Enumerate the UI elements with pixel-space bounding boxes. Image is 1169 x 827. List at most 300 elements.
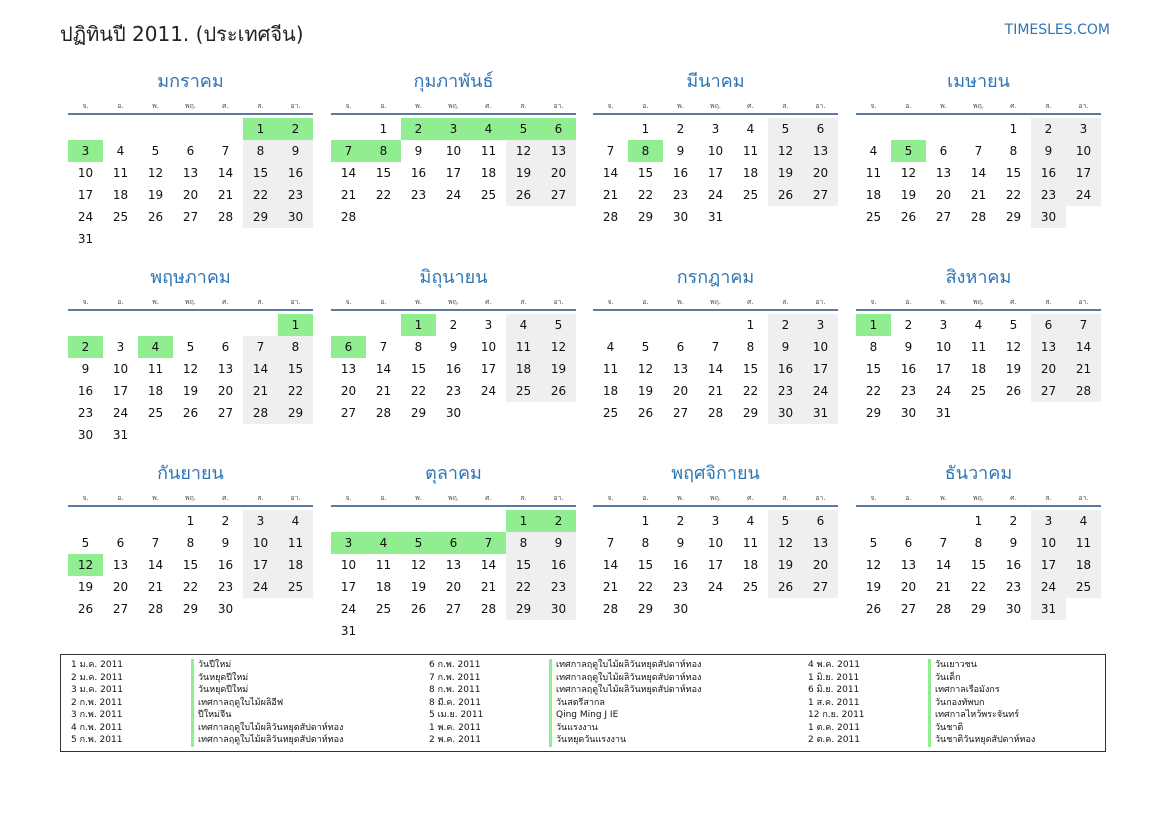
holiday-day-cell: 6 (331, 336, 366, 358)
day-cell: 19 (147, 188, 164, 202)
empty-cell (663, 314, 698, 336)
weekday-label: ส. (520, 102, 527, 110)
day-cell: 2 (904, 318, 913, 332)
legend-date: 4 พ.ค. 2011 (808, 660, 861, 670)
day-cell: 10 (340, 558, 357, 572)
day-cell: 4 (974, 318, 983, 332)
weekday-label: พฤ. (709, 298, 722, 306)
day-cell: 29 (1005, 210, 1022, 224)
day-cell: 8 (746, 340, 755, 354)
weekday-header (856, 100, 1101, 112)
weekday-label: จ. (82, 102, 89, 110)
empty-cell (173, 118, 208, 140)
day-cell: 12 (637, 362, 654, 376)
day-cell: 3 (711, 122, 720, 136)
month-block (856, 266, 1101, 424)
day-cell: 23 (77, 406, 94, 420)
day-cell: 20 (803, 162, 838, 184)
weekday-label: ศ. (747, 102, 754, 110)
day-cell: 20 (112, 580, 129, 594)
day-cell: 10 (112, 362, 129, 376)
day-cell: 25 (278, 576, 313, 598)
legend-holiday-name: เทศกาลฤดูใบไม้ผลิวันหยุดสัปดาห์ทอง (549, 672, 701, 685)
day-cell: 2 (676, 514, 685, 528)
legend-date: 2 พ.ค. 2011 (429, 735, 482, 745)
header-divider (856, 309, 1101, 311)
day-cell: 9 (414, 144, 423, 158)
weekday-label: จ. (607, 298, 614, 306)
day-cell: 4 (869, 144, 878, 158)
day-cell: 27 (445, 602, 462, 616)
legend-row (429, 684, 701, 697)
day-cell: 9 (1031, 140, 1066, 162)
month-block (856, 70, 1101, 228)
day-cell: 13 (217, 362, 234, 376)
month-block (593, 266, 838, 424)
day-cell: 30 (1031, 206, 1066, 228)
day-cell: 20 (217, 384, 234, 398)
day-cell: 4 (746, 122, 755, 136)
day-cell: 29 (742, 406, 759, 420)
day-cell: 4 (116, 144, 125, 158)
day-cell: 11 (602, 362, 619, 376)
weekday-label: อ. (380, 102, 387, 110)
weekday-label: อ. (117, 494, 124, 502)
day-cell: 28 (707, 406, 724, 420)
day-grid (593, 510, 838, 620)
day-cell: 11 (1066, 532, 1101, 554)
day-cell: 28 (340, 210, 357, 224)
day-cell: 27 (672, 406, 689, 420)
empty-cell (173, 314, 208, 336)
legend-holiday-name: วันเด็ก (928, 672, 961, 685)
weekday-label: พ. (940, 494, 947, 502)
day-cell: 12 (147, 166, 164, 180)
holiday-day-cell: 5 (506, 118, 541, 140)
day-cell: 16 (410, 166, 427, 180)
legend-holiday-name: วันปีใหม่ (191, 659, 231, 672)
day-cell: 16 (900, 362, 917, 376)
weekday-label: ศ. (222, 494, 229, 502)
weekday-header (593, 100, 838, 112)
legend-holiday-name: วันหยุดปีใหม่ (191, 672, 248, 685)
month-name: พฤศจิกายน (671, 463, 760, 484)
day-cell: 4 (606, 340, 615, 354)
day-cell: 18 (602, 384, 619, 398)
header-divider (331, 309, 576, 311)
day-cell: 23 (541, 576, 576, 598)
day-cell: 22 (278, 380, 313, 402)
holiday-day-cell: 12 (68, 554, 103, 576)
holiday-day-cell: 1 (401, 314, 436, 336)
holiday-day-cell: 2 (278, 118, 313, 140)
weekday-label: ส. (782, 298, 789, 306)
day-cell: 17 (112, 384, 129, 398)
day-cell: 3 (484, 318, 493, 332)
day-cell: 22 (637, 188, 654, 202)
month-block (331, 70, 576, 228)
holiday-day-cell: 6 (541, 118, 576, 140)
weekday-label: ส. (257, 298, 264, 306)
day-cell: 25 (375, 602, 392, 616)
weekday-label: พ. (677, 494, 684, 502)
weekday-label: พฤ. (447, 494, 460, 502)
day-cell: 13 (445, 558, 462, 572)
empty-cell (103, 118, 138, 140)
day-cell: 19 (865, 580, 882, 594)
day-cell: 26 (147, 210, 164, 224)
day-cell: 3 (116, 340, 125, 354)
day-cell: 24 (445, 188, 462, 202)
day-cell: 19 (637, 384, 654, 398)
day-cell: 12 (506, 140, 541, 162)
day-cell: 2 (1031, 118, 1066, 140)
day-cell: 16 (278, 162, 313, 184)
legend-row (71, 734, 343, 747)
holiday-day-cell: 2 (401, 118, 436, 140)
day-cell: 18 (147, 384, 164, 398)
day-cell: 2 (676, 122, 685, 136)
day-cell: 21 (1066, 358, 1101, 380)
empty-cell (68, 510, 103, 532)
day-cell: 29 (865, 406, 882, 420)
legend-date: 12 ก.ย. 2011 (808, 710, 865, 720)
day-cell: 17 (445, 166, 462, 180)
empty-cell (243, 314, 278, 336)
day-cell: 5 (81, 536, 90, 550)
day-cell: 25 (112, 210, 129, 224)
day-cell: 26 (77, 602, 94, 616)
day-cell: 13 (803, 140, 838, 162)
empty-cell (138, 314, 173, 336)
day-cell: 15 (243, 162, 278, 184)
day-cell: 10 (1066, 140, 1101, 162)
day-cell: 25 (480, 188, 497, 202)
day-cell: 25 (602, 406, 619, 420)
day-cell: 16 (672, 558, 689, 572)
day-cell: 19 (900, 188, 917, 202)
day-cell: 2 (768, 314, 803, 336)
weekday-label: ศ. (485, 102, 492, 110)
legend-date: 5 เม.ย. 2011 (429, 710, 484, 720)
day-cell: 17 (707, 558, 724, 572)
weekday-label: อา. (815, 102, 826, 110)
weekday-label: อ. (117, 298, 124, 306)
holiday-day-cell: 3 (331, 532, 366, 554)
weekday-label: พ. (415, 102, 422, 110)
weekday-label: ศ. (222, 298, 229, 306)
day-cell: 27 (182, 210, 199, 224)
day-cell: 8 (869, 340, 878, 354)
header-divider (331, 113, 576, 115)
day-cell: 30 (278, 206, 313, 228)
day-cell: 21 (375, 384, 392, 398)
weekday-header (856, 492, 1101, 504)
day-cell: 9 (81, 362, 90, 376)
day-cell: 27 (803, 576, 838, 598)
day-cell: 16 (77, 384, 94, 398)
day-cell: 24 (707, 580, 724, 594)
day-cell: 29 (182, 602, 199, 616)
weekday-label: จ. (870, 102, 877, 110)
day-cell: 13 (935, 166, 952, 180)
header-divider (593, 505, 838, 507)
day-cell: 17 (77, 188, 94, 202)
day-cell: 3 (243, 510, 278, 532)
legend-holiday-name: วันหยุดปีใหม่ (191, 684, 248, 697)
month-name: สิงหาคม (945, 267, 1012, 288)
day-grid (593, 118, 838, 228)
day-cell: 16 (768, 358, 803, 380)
empty-cell (856, 118, 891, 140)
day-cell: 12 (865, 558, 882, 572)
holiday-day-cell: 7 (471, 532, 506, 554)
legend-date: 7 ก.พ. 2011 (429, 672, 481, 683)
weekday-label: อ. (642, 298, 649, 306)
weekday-label: จ. (345, 102, 352, 110)
day-cell: 20 (672, 384, 689, 398)
weekday-header (68, 296, 313, 308)
weekday-label: อา. (290, 298, 301, 306)
legend-row (71, 722, 343, 735)
legend-row (808, 709, 1035, 722)
day-cell: 21 (707, 384, 724, 398)
day-cell: 11 (278, 532, 313, 554)
day-cell: 19 (541, 358, 576, 380)
day-cell: 27 (217, 406, 234, 420)
weekday-label: ส. (520, 494, 527, 502)
month-name: ธันวาคม (944, 463, 1013, 484)
weekday-header (331, 100, 576, 112)
empty-cell (331, 314, 366, 336)
day-cell: 16 (217, 558, 234, 572)
holiday-legend (60, 654, 1106, 752)
day-cell: 17 (243, 554, 278, 576)
day-cell: 23 (672, 188, 689, 202)
legend-date: 1 ต.ค. 2011 (808, 722, 860, 733)
legend-holiday-name: เทศกาลฤดูใบไม้ผลิวันหยุดสัปดาห์ทอง (549, 684, 701, 697)
day-cell: 28 (602, 210, 619, 224)
empty-cell (331, 510, 366, 532)
day-cell: 1 (186, 514, 195, 528)
day-cell: 2 (1009, 514, 1018, 528)
day-cell: 24 (77, 210, 94, 224)
day-cell: 18 (742, 166, 759, 180)
empty-cell (436, 510, 471, 532)
day-cell: 23 (768, 380, 803, 402)
legend-date: 2 ต.ค. 2011 (808, 735, 860, 745)
day-cell: 14 (970, 166, 987, 180)
weekday-label: อา. (553, 494, 564, 502)
day-cell: 1 (641, 514, 650, 528)
day-cell: 27 (900, 602, 917, 616)
day-cell: 21 (935, 580, 952, 594)
day-cell: 16 (445, 362, 462, 376)
day-cell: 15 (182, 558, 199, 572)
site-link[interactable]: TIMESLES.COM (1004, 22, 1110, 38)
legend-holiday-name: วันหยุดวันแรงงาน (549, 734, 626, 747)
weekday-label: อ. (380, 298, 387, 306)
day-cell: 15 (970, 558, 987, 572)
day-cell: 23 (1031, 184, 1066, 206)
day-cell: 17 (1066, 162, 1101, 184)
day-cell: 31 (803, 402, 838, 424)
weekday-label: พฤ. (447, 298, 460, 306)
day-cell: 11 (375, 558, 392, 572)
day-cell: 15 (742, 362, 759, 376)
day-cell: 23 (672, 580, 689, 594)
day-cell: 26 (410, 602, 427, 616)
day-cell: 24 (803, 380, 838, 402)
day-cell: 22 (637, 580, 654, 594)
day-cell: 12 (768, 140, 803, 162)
weekday-label: ส. (257, 494, 264, 502)
weekday-label: พ. (940, 298, 947, 306)
legend-holiday-name: เทศกาลฤดูใบไม้ผลิวันหยุดสัปดาห์ทอง (191, 734, 343, 747)
day-cell: 26 (1005, 384, 1022, 398)
day-cell: 28 (935, 602, 952, 616)
day-cell: 18 (112, 188, 129, 202)
weekday-label: อ. (380, 494, 387, 502)
weekday-label: อา. (290, 102, 301, 110)
day-cell: 16 (672, 166, 689, 180)
day-cell: 22 (375, 188, 392, 202)
day-cell: 8 (1009, 144, 1018, 158)
day-cell: 17 (480, 362, 497, 376)
weekday-label: ส. (1045, 298, 1052, 306)
empty-cell (891, 118, 926, 140)
empty-cell (331, 118, 366, 140)
day-cell: 26 (768, 184, 803, 206)
day-cell: 14 (1066, 336, 1101, 358)
day-cell: 13 (340, 362, 357, 376)
day-cell: 25 (147, 406, 164, 420)
day-cell: 12 (182, 362, 199, 376)
day-cell: 10 (243, 532, 278, 554)
weekday-label: ส. (1045, 494, 1052, 502)
legend-holiday-name: ปีใหม่จีน (191, 709, 231, 722)
day-cell: 1 (1009, 122, 1018, 136)
day-cell: 12 (541, 336, 576, 358)
day-cell: 12 (410, 558, 427, 572)
holiday-day-cell: 8 (366, 140, 401, 162)
day-cell: 1 (641, 122, 650, 136)
legend-date: 3 ม.ค. 2011 (71, 685, 124, 695)
empty-cell (926, 118, 961, 140)
month-block (331, 266, 576, 424)
holiday-day-cell: 5 (401, 532, 436, 554)
day-cell: 18 (506, 358, 541, 380)
day-cell: 22 (243, 184, 278, 206)
holiday-day-cell: 3 (436, 118, 471, 140)
day-cell: 20 (541, 162, 576, 184)
weekday-label: อ. (905, 494, 912, 502)
holiday-day-cell: 2 (68, 336, 103, 358)
day-cell: 20 (340, 384, 357, 398)
day-cell: 15 (865, 362, 882, 376)
day-cell: 22 (182, 580, 199, 594)
day-cell: 11 (112, 166, 129, 180)
day-cell: 5 (186, 340, 195, 354)
day-cell: 12 (1005, 340, 1022, 354)
day-cell: 31 (112, 428, 129, 442)
day-cell: 5 (151, 144, 160, 158)
day-cell: 24 (243, 576, 278, 598)
day-cell: 28 (147, 602, 164, 616)
day-grid (331, 118, 576, 228)
day-cell: 26 (865, 602, 882, 616)
day-cell: 27 (1031, 380, 1066, 402)
day-cell: 15 (637, 166, 654, 180)
weekday-label: ส. (782, 494, 789, 502)
day-grid (68, 510, 313, 620)
legend-holiday-name: เทศกาลไหว้พระจันทร์ (928, 709, 1019, 722)
day-cell: 14 (147, 558, 164, 572)
weekday-label: ศ. (747, 494, 754, 502)
legend-row (71, 684, 343, 697)
empty-cell (891, 510, 926, 532)
day-cell: 8 (243, 140, 278, 162)
day-cell: 8 (414, 340, 423, 354)
day-cell: 15 (375, 166, 392, 180)
day-grid (331, 510, 576, 642)
weekday-label: ศ. (747, 298, 754, 306)
day-cell: 21 (243, 380, 278, 402)
legend-date: 5 ก.พ. 2011 (71, 735, 123, 745)
day-cell: 13 (541, 140, 576, 162)
weekday-label: จ. (82, 494, 89, 502)
day-grid (856, 314, 1101, 424)
legend-row (71, 709, 343, 722)
header-divider (856, 113, 1101, 115)
day-cell: 8 (506, 532, 541, 554)
legend-date: 1 มิ.ย. 2011 (808, 672, 860, 683)
day-cell: 13 (803, 532, 838, 554)
day-cell: 23 (1005, 580, 1022, 594)
day-cell: 13 (112, 558, 129, 572)
day-cell: 24 (480, 384, 497, 398)
holiday-day-cell: 1 (243, 118, 278, 140)
empty-cell (856, 510, 891, 532)
day-cell: 12 (768, 532, 803, 554)
legend-row (808, 684, 1035, 697)
month-block (68, 266, 313, 446)
day-cell: 18 (480, 166, 497, 180)
weekday-header (856, 296, 1101, 308)
weekday-label: พ. (677, 102, 684, 110)
day-cell: 5 (768, 510, 803, 532)
weekday-label: จ. (607, 102, 614, 110)
day-cell: 4 (278, 510, 313, 532)
empty-cell (208, 118, 243, 140)
month-name: พฤษภาคม (150, 267, 231, 288)
day-cell: 5 (768, 118, 803, 140)
day-cell: 11 (865, 166, 882, 180)
legend-holiday-name: วันชาติวันหยุดสัปดาห์ทอง (928, 734, 1035, 747)
weekday-label: พฤ. (184, 102, 197, 110)
day-cell: 8 (641, 536, 650, 550)
day-cell: 28 (1066, 380, 1101, 402)
weekday-label: อา. (553, 298, 564, 306)
day-cell: 27 (340, 406, 357, 420)
weekday-label: จ. (870, 298, 877, 306)
month-block (68, 462, 313, 620)
holiday-day-cell: 1 (506, 510, 541, 532)
day-cell: 25 (742, 188, 759, 202)
day-cell: 21 (602, 188, 619, 202)
weekday-header (593, 492, 838, 504)
day-cell: 7 (939, 536, 948, 550)
